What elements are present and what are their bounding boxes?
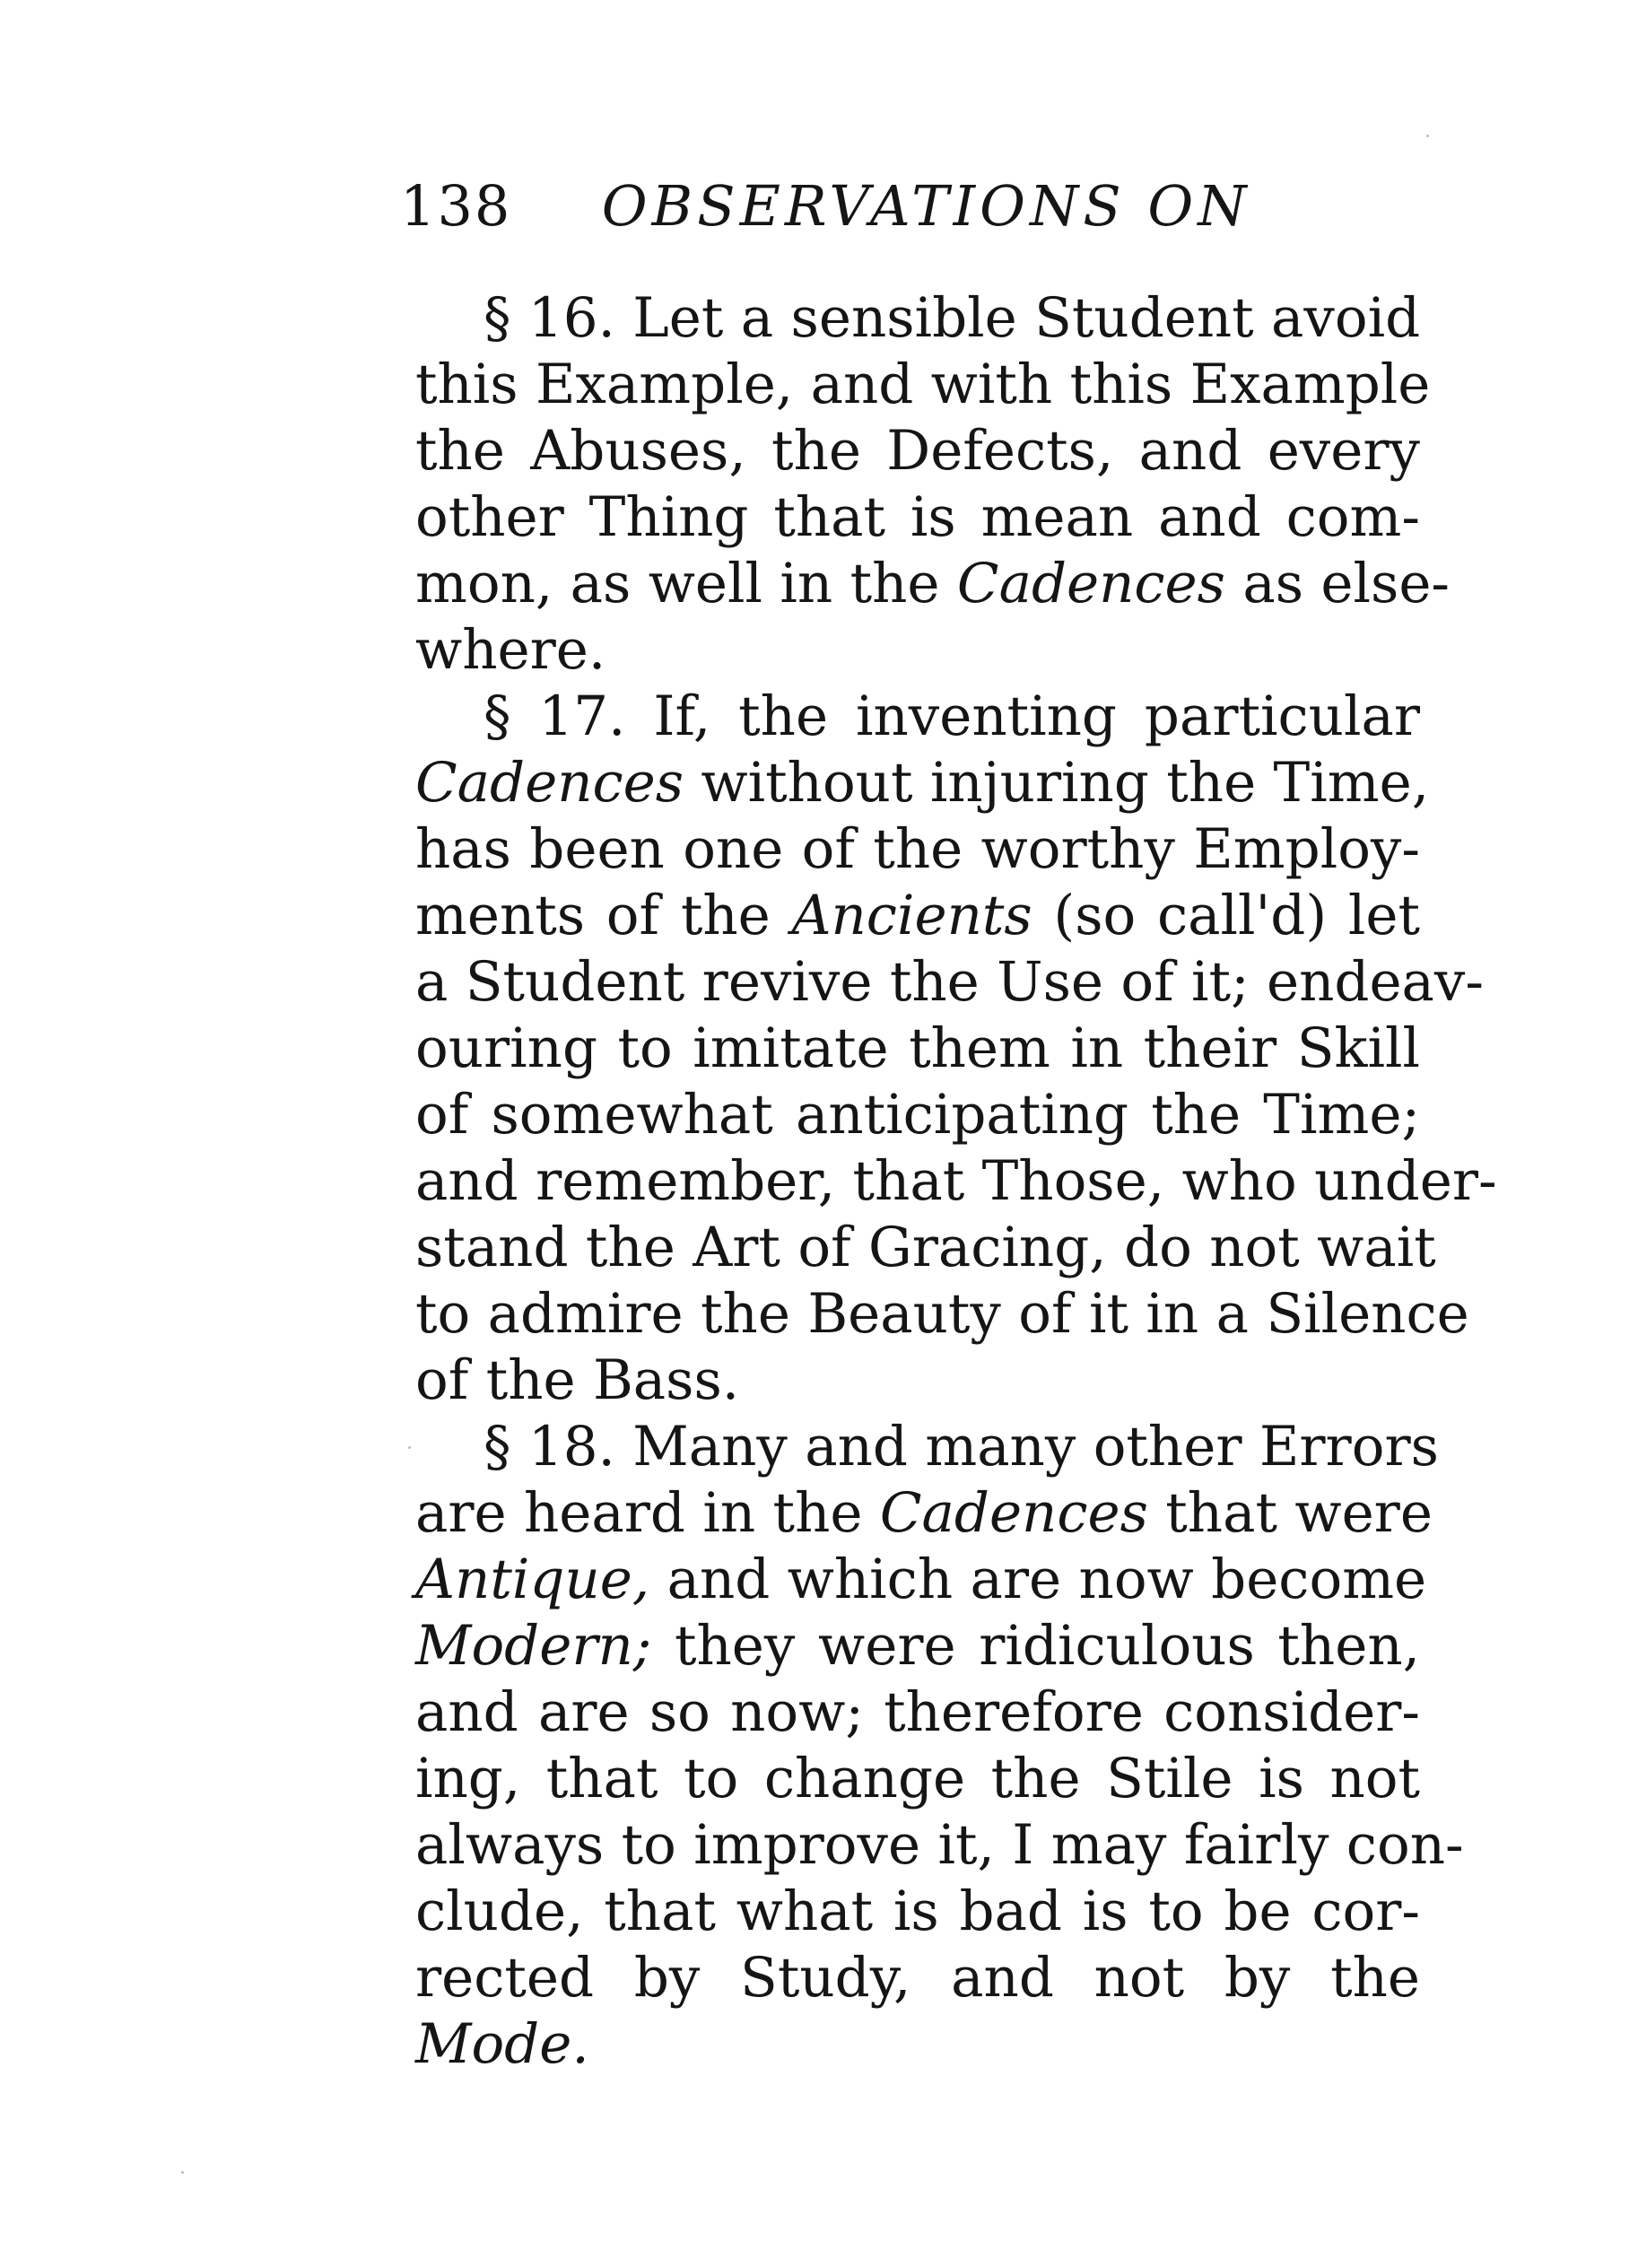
text-segment: and which are now become [649, 1548, 1427, 1611]
scan-speck [408, 1446, 411, 1449]
text-line: where. [415, 618, 606, 682]
text-segment: that were [1147, 1481, 1433, 1545]
italic-term: Antique, [415, 1548, 650, 1611]
text-line: stand the Art of Gracing, do not wait [415, 1216, 1436, 1279]
paragraph-18 [415, 1414, 1464, 2078]
paragraph-17 [415, 684, 1497, 1414]
text-segment: as else- [1224, 552, 1451, 615]
text-line: clude, that what is bad is to be cor- [415, 1880, 1420, 1943]
paragraph-16 [415, 285, 1451, 684]
text-line: § 18. Many and many other Errors [484, 1415, 1439, 1479]
text-segment: ments of the [415, 884, 792, 947]
text-line: of the Bass. [415, 1348, 740, 1412]
text-line: this Example, and with this Example [415, 353, 1431, 416]
scan-speck [1426, 135, 1429, 137]
running-head: OBSERVATIONS ON [601, 173, 1251, 239]
text-line [415, 1613, 1420, 1679]
italic-term: Cadences [879, 1481, 1148, 1545]
text-line: the Abuses, the Defects, and every [415, 419, 1420, 483]
text-line [415, 1480, 1433, 1547]
text-line: always to improve it, I may fairly con- [415, 1813, 1464, 1877]
text-segment: they were ridiculous then, [651, 1614, 1420, 1678]
text-segment: are heard in the [415, 1481, 880, 1545]
text-segment: without injuring the Time, [684, 751, 1430, 815]
text-line: of somewhat anticipating the Time; [415, 1083, 1420, 1147]
text-line: to admire the Beauty of it in a Silence [415, 1282, 1469, 1346]
text-line: ouring to imitate them in their Skill [415, 1016, 1420, 1080]
text-line: ing, that to change the Stile is not [415, 1747, 1420, 1810]
text-line: a Student revive the Use of it; endeav- [415, 950, 1484, 1014]
text-line [415, 1547, 1427, 1613]
text-line: other Thing that is mean and com- [415, 485, 1420, 549]
body-text [415, 285, 1497, 2078]
italic-term: Ancients [791, 884, 1032, 947]
text-segment: mon, as well in the [415, 552, 957, 615]
text-line: has been one of the worthy Employ- [415, 817, 1420, 881]
text-line [415, 2011, 1420, 2078]
scan-speck [181, 2171, 184, 2174]
text-line: § 16. Let a sensible Student avoid [484, 286, 1421, 350]
text-line: and are so now; therefore consider- [415, 1680, 1420, 1744]
text-line [415, 883, 1420, 949]
italic-term: Cadences [415, 751, 684, 815]
text-line [415, 750, 1430, 816]
text-line: § 17. If, the inventing particular [484, 685, 1420, 748]
text-segment: (so call'd) let [1032, 884, 1420, 947]
page-number: 138 [400, 173, 512, 239]
text-line: rected by Study, and not by the [415, 1946, 1420, 2010]
text-line: and remember, that Those, who under- [415, 1149, 1497, 1213]
text-line [415, 551, 1451, 617]
italic-term: Mode. [415, 2012, 589, 2076]
page-header [400, 170, 1432, 242]
italic-term: Modern; [415, 1614, 652, 1678]
italic-term: Cadences [956, 552, 1225, 615]
